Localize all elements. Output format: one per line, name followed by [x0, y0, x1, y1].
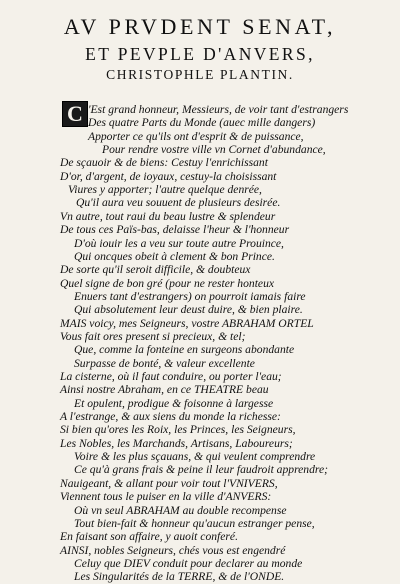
- poem-line: Où vn seul ABRAHAM au double recompense: [74, 503, 287, 517]
- poem-line: Qui absolutement leur deust duire, & bien plaire.: [74, 303, 303, 317]
- poem-line: Nauigeant, & allant pour voir tout l'VNIVERS,: [60, 476, 278, 490]
- poem-line: Vn autre, tout raui du beau lustre & splendeur: [60, 209, 276, 223]
- poem-line: Les Singularités de la TERRE, & de l'ONDE.: [74, 570, 285, 584]
- poem-line: Apporter ce qu'ils ont d'esprit & de puissance,: [88, 129, 304, 143]
- poem-line: En faisant son affaire, y auoit conferé.: [60, 530, 238, 544]
- poem-line: Qu'il aura veu souuent de plusieurs desirée.: [76, 196, 281, 210]
- poem-line: Quel signe de bon gré (pour ne rester honteux: [60, 276, 275, 290]
- poem-line: AINSI, nobles Seigneurs, chés vous est engendré: [60, 543, 286, 557]
- poem-line: De sçauoir & de biens: Cestuy l'enrichissant: [60, 156, 268, 170]
- heading-line-2: ET PEVPLE D'ANVERS,: [85, 44, 315, 64]
- poem-line: Tout bien-fait & honneur qu'aucun estranger pense,: [74, 516, 315, 530]
- poem-line: Les Nobles, les Marchands, Artisans, Laboureurs;: [60, 436, 293, 450]
- poem-line: Si bien qu'ores les Roix, les Princes, les Seigneurs,: [60, 423, 296, 437]
- poem-line: D'où iouir les a veu sur toute autre Prouince,: [74, 236, 284, 250]
- poem-line: Voire & les plus sçauans, & qui veulent comprendre: [74, 450, 316, 464]
- poem-line: Des quatre Parts du Monde (auec mille dangers): [88, 116, 316, 130]
- poem-line: Vous fait ores present si precieux, & tel;: [60, 329, 246, 343]
- poem-line: D'or, d'argent, de ioyaux, cestuy-la choisissant: [60, 169, 277, 183]
- poem-line: MAIS voicy, mes Seigneurs, vostre ABRAHAM ORTEL: [60, 316, 314, 330]
- poem-line: 'Est grand honneur, Messieurs, de voir tant d'estrangers: [88, 103, 349, 116]
- poem-line: Qui oncques obeit à clement & bon Prince.: [74, 249, 275, 263]
- poem-line: Pour rendre vostre ville vn Cornet d'abundance,: [102, 143, 326, 157]
- poem-line: Celuy que DIEV conduit pour declarer au monde: [74, 556, 303, 570]
- poem-line: A l'estrange, & aux siens du monde la richesse:: [60, 410, 281, 424]
- poem-line: Surpasse de bonté, & valeur excellente: [74, 356, 255, 370]
- poem-line: De sorte qu'il seroit difficile, & doubteux: [60, 263, 251, 277]
- poem-line: De tous ces Païs-bas, delaisse l'heur & l'honneur: [60, 223, 290, 237]
- poem-line: Ainsi nostre Abraham, en ce THEATRE beau: [60, 383, 269, 397]
- decorated-initial: [62, 101, 88, 127]
- poem-line: La cisterne, où il faut conduire, ou porter l'eau;: [60, 370, 282, 383]
- poem-line: Que, comme la fonteine en surgeons abondante: [74, 343, 295, 357]
- heading-line-1: AV PRVDENT SENAT,: [63, 14, 337, 39]
- poem-line: Viures y apporter; l'autre quelque denrée,: [68, 183, 262, 197]
- poem-line: Ce qu'à grans frais & peine il leur faudroit apprendre;: [74, 463, 328, 477]
- decorated-initial-letter: C: [67, 101, 83, 126]
- heading-line-3: CHRISTOPHLE PLANTIN.: [106, 67, 294, 82]
- poem-line: Enuers tant d'estrangers) on pourroit iamais faire: [74, 289, 306, 303]
- poem-line: Viennent tous le puiser en la ville d'ANVERS:: [60, 490, 272, 504]
- poem-line: Et opulent, prodigue & foisonne à largesse: [74, 396, 274, 410]
